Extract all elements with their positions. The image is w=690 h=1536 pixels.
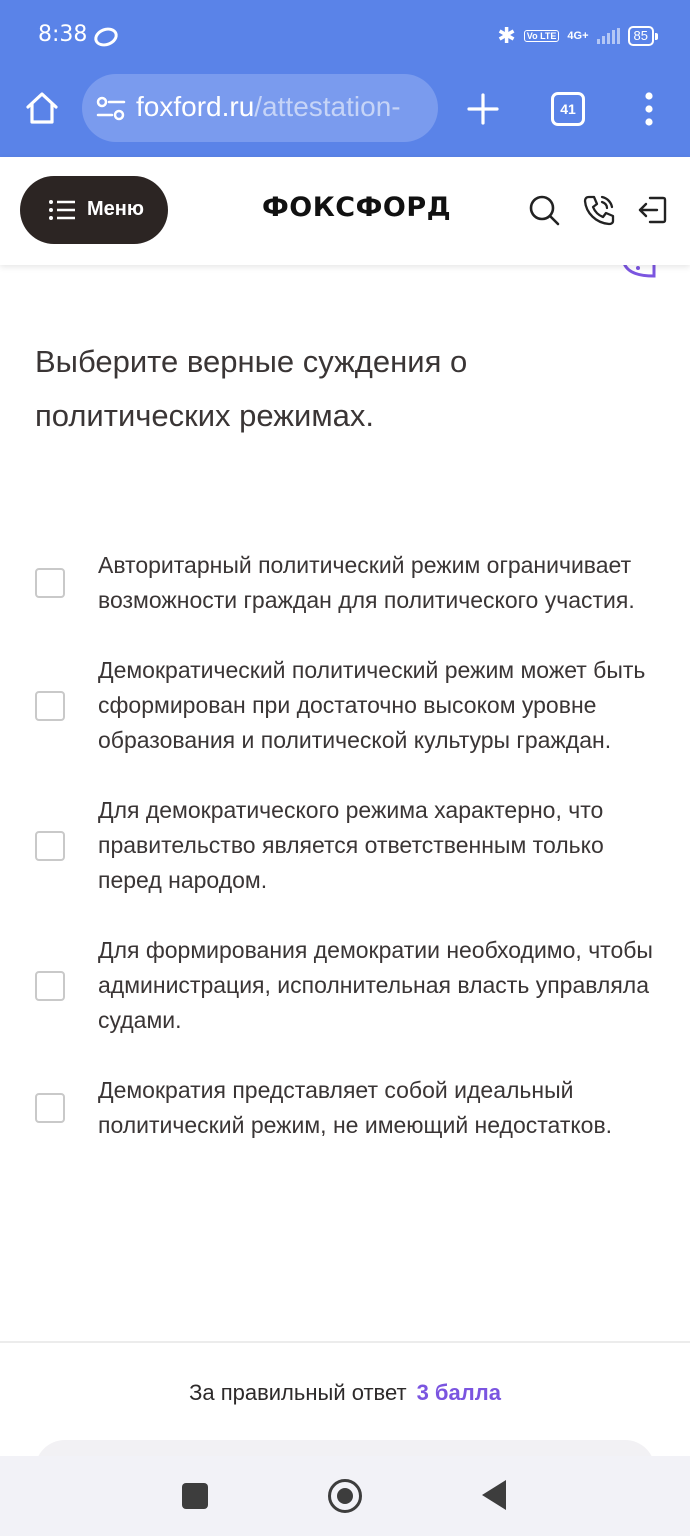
option-checkbox[interactable] — [35, 831, 65, 861]
new-tab-icon[interactable] — [466, 92, 500, 126]
points-info — [0, 1380, 690, 1406]
site-settings-icon[interactable] — [96, 96, 126, 122]
url-text[interactable] — [136, 91, 401, 123]
notification-icon — [92, 24, 121, 49]
option-text[interactable]: Демократия представляет собой идеальный политический режим, не имеющий недостатков. — [98, 1077, 613, 1138]
question-text: Выберите верные суждения о политических режимах. — [35, 344, 468, 433]
tab-switcher-button[interactable]: 41 — [551, 92, 585, 126]
answer-option[interactable] — [0, 653, 690, 758]
answer-option[interactable] — [0, 548, 690, 618]
search-icon[interactable] — [527, 193, 561, 227]
battery-icon: 85 — [628, 26, 654, 46]
option-text[interactable]: Для формирования демократии необходимо, чтобы администрация, исполнительная власть управляла судами. — [98, 937, 653, 1033]
url-host: foxford.ru — [136, 91, 255, 122]
option-checkbox[interactable] — [35, 1093, 65, 1123]
site-header — [0, 157, 690, 265]
status-indicators — [497, 20, 654, 52]
answer-options — [0, 548, 690, 1178]
browser-chrome — [0, 0, 690, 157]
divider — [0, 1341, 690, 1343]
home-icon[interactable] — [24, 90, 60, 126]
option-checkbox[interactable] — [35, 971, 65, 1001]
back-icon[interactable] — [482, 1480, 506, 1510]
foxford-logo[interactable]: ФОКСФОРД — [262, 192, 452, 223]
menu-label: Меню — [87, 198, 144, 220]
login-icon[interactable] — [636, 193, 670, 227]
answer-option[interactable] — [0, 793, 690, 898]
points-value: 3 балла — [416, 1380, 501, 1405]
recents-icon[interactable] — [182, 1483, 208, 1509]
home-button-icon[interactable] — [328, 1479, 362, 1513]
phone-icon[interactable] — [582, 193, 616, 227]
more-icon[interactable] — [640, 90, 658, 128]
answer-option[interactable] — [0, 1073, 690, 1143]
option-text[interactable]: Демократический политический режим может быть сформирован при достаточно высоком уровне образования и политической культуры граждан. — [98, 657, 646, 753]
url-path: /attestation- — [254, 91, 401, 122]
browser-toolbar — [0, 72, 690, 157]
status-bar — [0, 0, 690, 72]
address-bar[interactable] — [82, 74, 438, 142]
volte-badge: Vo LTE — [524, 30, 560, 42]
signal-icon — [597, 28, 620, 44]
answer-option[interactable] — [0, 933, 690, 1038]
option-checkbox[interactable] — [35, 691, 65, 721]
network-type: 4G+ — [567, 29, 589, 42]
bluetooth-icon: ✱ — [497, 23, 516, 48]
option-checkbox[interactable] — [35, 568, 65, 598]
status-time: 8:38 — [38, 22, 88, 47]
points-label: За правильный ответ — [189, 1380, 407, 1405]
menu-list-icon — [48, 198, 76, 222]
menu-button[interactable] — [20, 176, 168, 244]
android-nav-bar — [0, 1456, 690, 1536]
option-text[interactable]: Для демократического режима характерно, что правительство является ответственным только перед народом. — [98, 797, 604, 893]
option-text[interactable]: Авторитарный политический режим ограничивает возможности граждан для политического участия. — [98, 552, 635, 613]
